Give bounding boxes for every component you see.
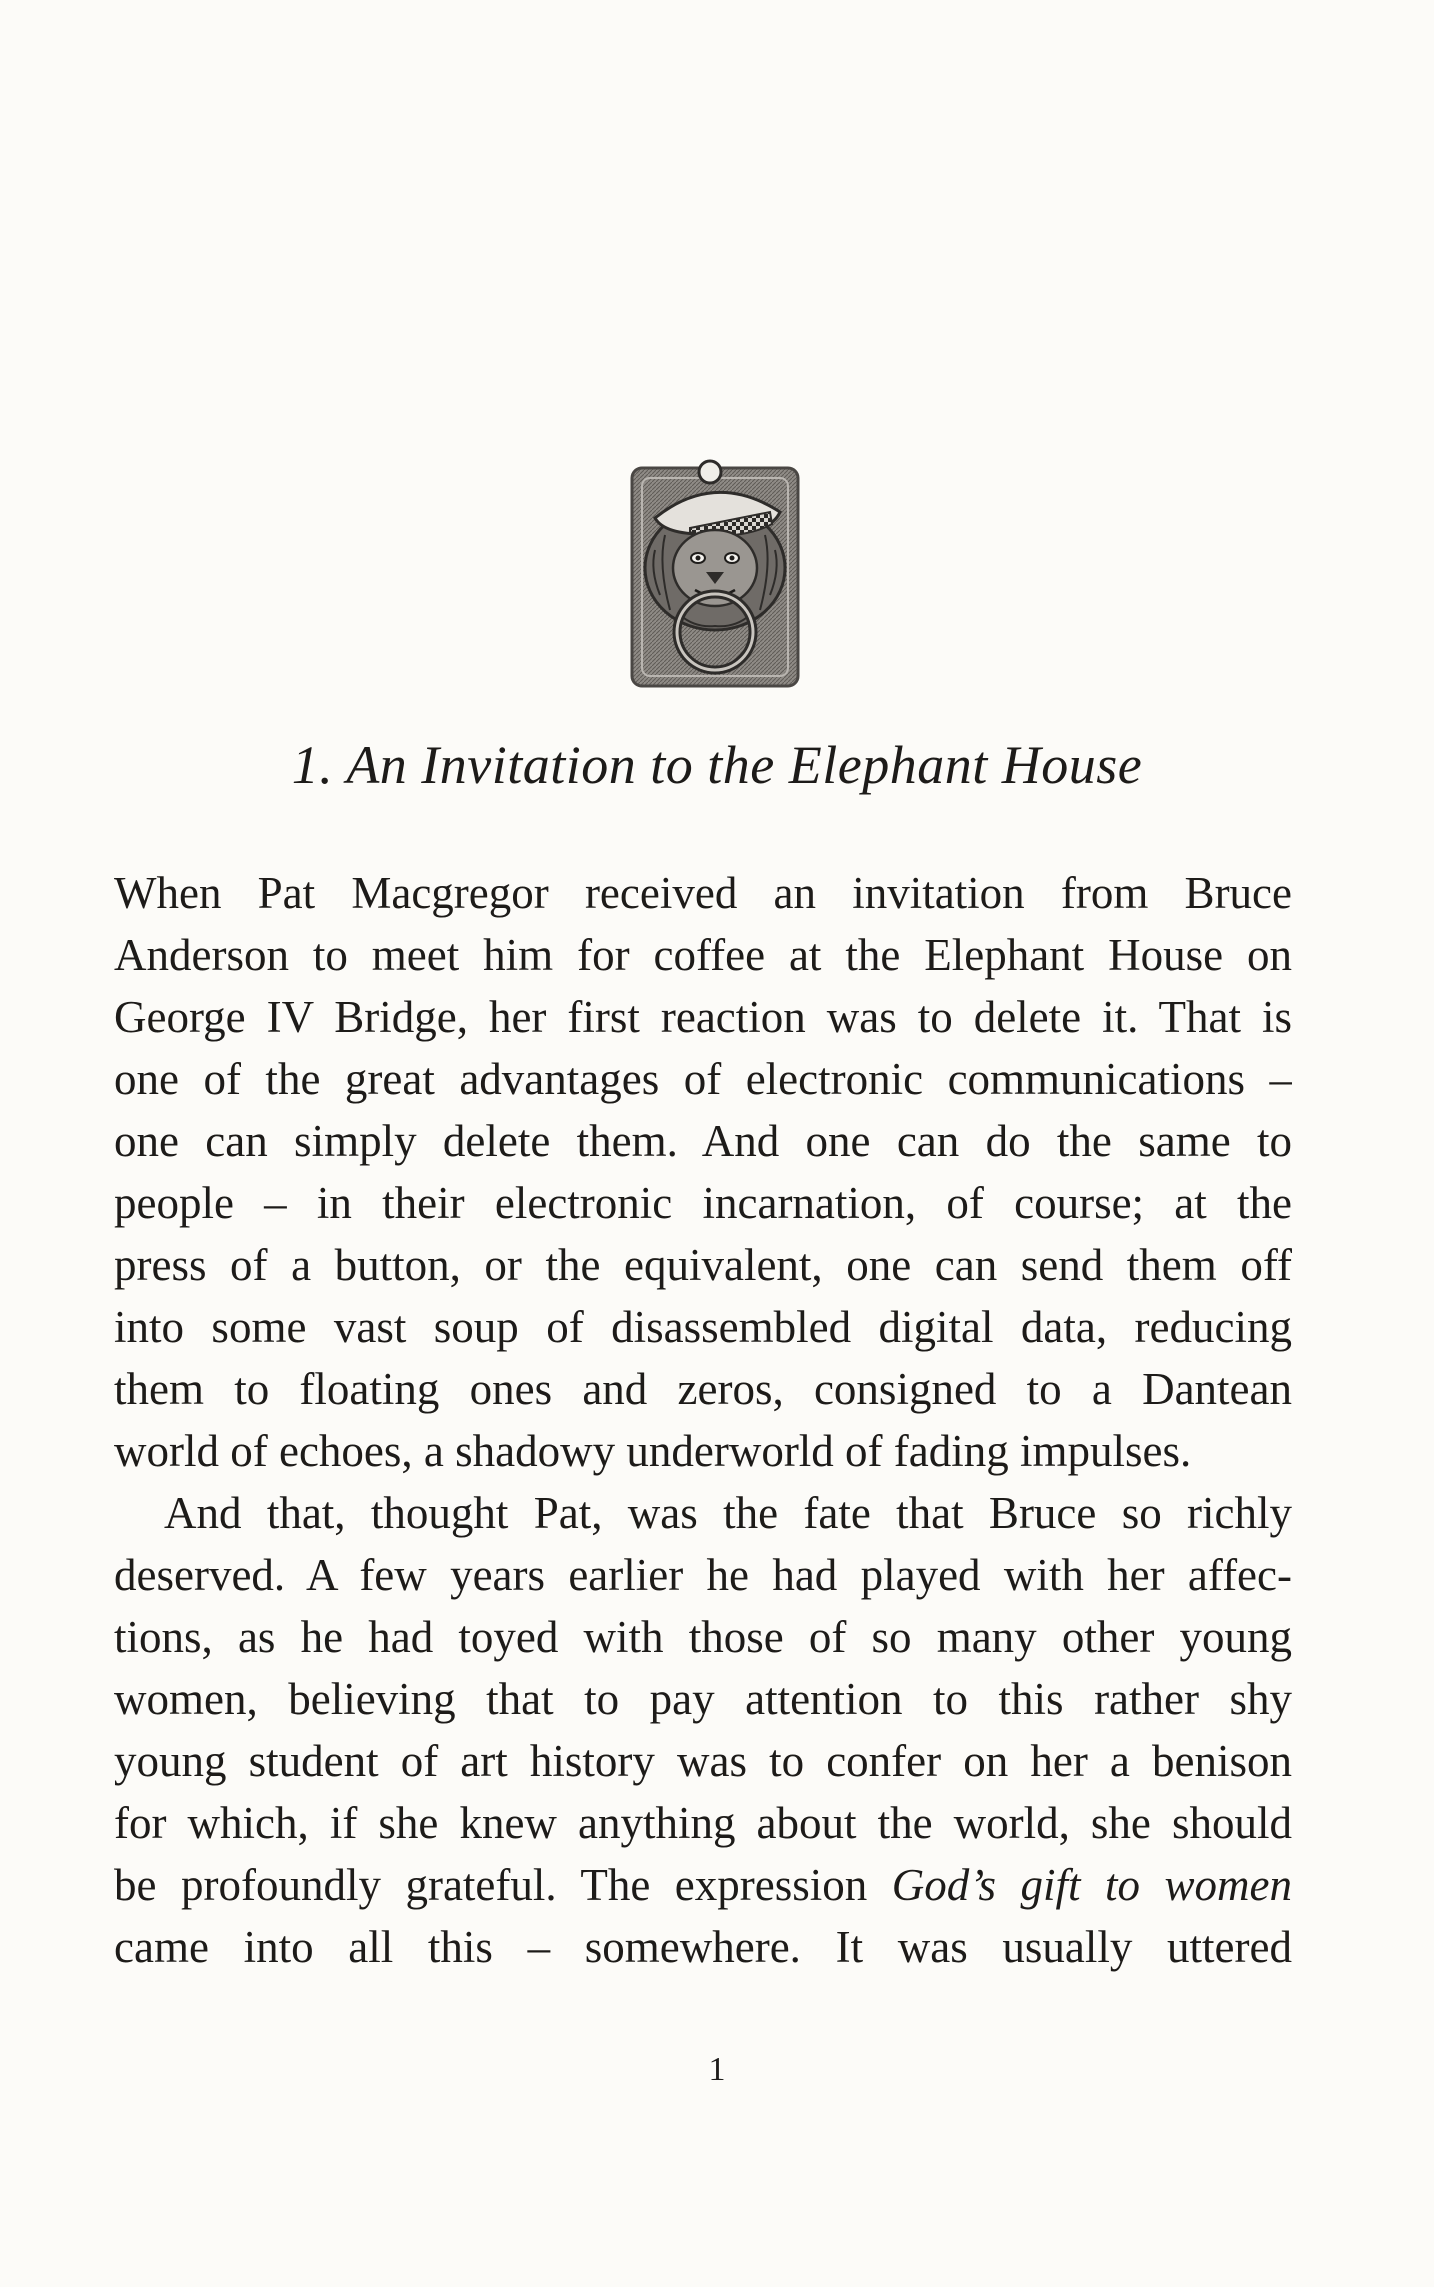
text-line: young student of art history was to confer on her a benison [114, 1736, 1292, 1786]
text-line: one can simply delete them. And one can do the same to [114, 1116, 1292, 1166]
text-line: came into all this – somewhere. It was usually uttered [114, 1922, 1292, 1972]
text-line: When Pat Macgregor received an invitation from Bruce [114, 868, 1292, 918]
italic-phrase: God’s gift to women [891, 1860, 1292, 1910]
text-line: world of echoes, a shadowy underworld of fading impulses. [114, 1426, 1192, 1476]
text-line: into some vast soup of disassembled digital data, reducing [114, 1302, 1292, 1352]
text-line: for which, if she knew anything about the world, she should [114, 1798, 1292, 1848]
chapter-title: 1. An Invitation to the Elephant House [291, 735, 1143, 795]
text-line: Anderson to meet him for coffee at the Elephant House on [114, 930, 1292, 980]
lion-door-knocker-icon [620, 450, 810, 690]
text-line: women, believing that to pay attention to this rather shy [114, 1674, 1292, 1724]
body-text [114, 862, 1292, 1978]
text-line: press of a button, or the equivalent, one can send them off [114, 1240, 1292, 1290]
text-line: them to floating ones and zeros, consigned to a Dantean [114, 1364, 1292, 1414]
text-line [114, 1854, 1292, 1916]
page-number: 1 [708, 2051, 726, 2088]
text-line: And that, thought Pat, was the fate that Bruce so richly [164, 1488, 1292, 1538]
text-line: one of the great advantages of electronic communications – [114, 1054, 1292, 1104]
text-line: tions, as he had toyed with those of so many other young [114, 1612, 1292, 1662]
text-segment: be profoundly grateful. The expression [114, 1860, 892, 1910]
text-line: people – in their electronic incarnation, of course; at the [114, 1178, 1292, 1228]
text-line: George IV Bridge, her first reaction was to delete it. That is [114, 992, 1292, 1042]
text-line: deserved. A few years earlier he had played with her affec- [114, 1550, 1292, 1600]
